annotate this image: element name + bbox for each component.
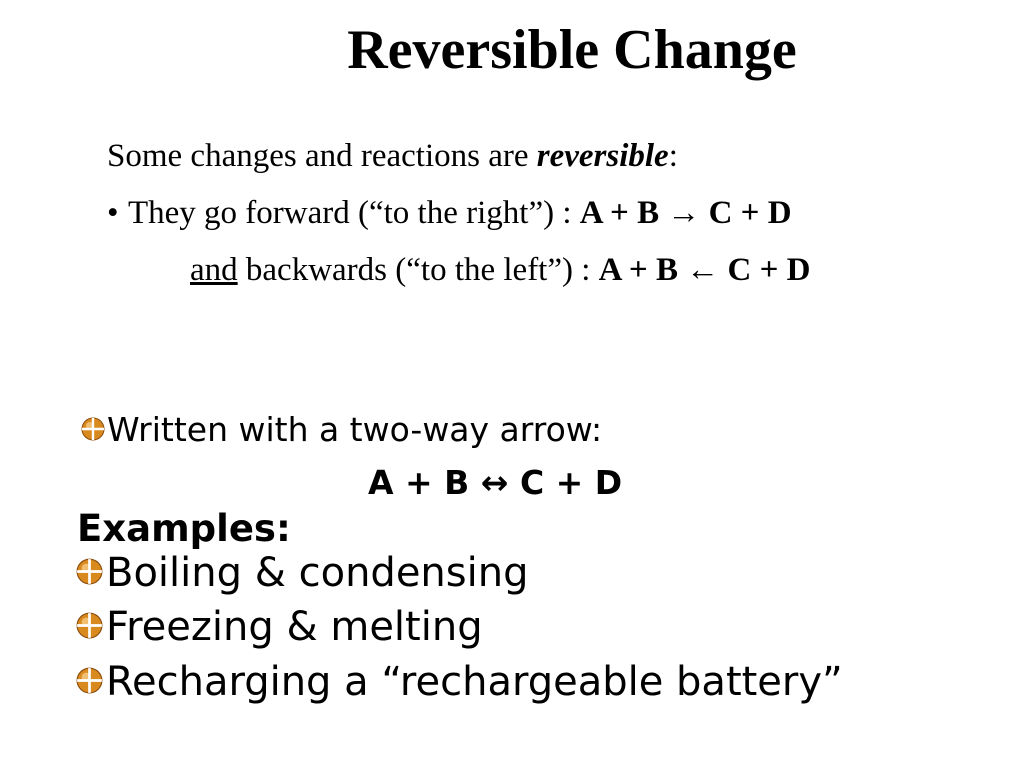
orange-crosshair-bullet-icon [76,667,103,694]
orange-crosshair-bullet-icon [76,558,103,585]
examples-heading: Examples: [77,507,291,550]
forward-bullet: • [107,195,119,231]
slide-title: Reversible Change [347,19,797,81]
forward-equation: A + B → C + D [579,195,792,231]
two-way-equation: A + B ↔ C + D [368,463,623,502]
orange-crosshair-bullet-icon [81,417,105,441]
forward-line [107,197,792,230]
intro-emphasis: reversible [536,138,669,174]
intro-colon: : [668,138,678,174]
example-item: Boiling & condensing [106,550,529,596]
orange-crosshair-bullet-icon [76,612,103,639]
backward-equation: A + B ← C + D [598,252,811,288]
intro-line [107,140,678,173]
backward-line [190,254,810,287]
example-item: Freezing & melting [106,604,483,650]
example-item: Recharging a “rechargeable battery” [106,659,843,705]
backward-and: and [190,252,238,288]
intro-text: Some changes and reactions are [107,138,537,174]
forward-text: They go forward (“to the right”) : [128,195,580,231]
backward-text: backwards (“to the left”) : [237,252,599,288]
two-way-text: Written with a two-way arrow: [107,410,603,449]
